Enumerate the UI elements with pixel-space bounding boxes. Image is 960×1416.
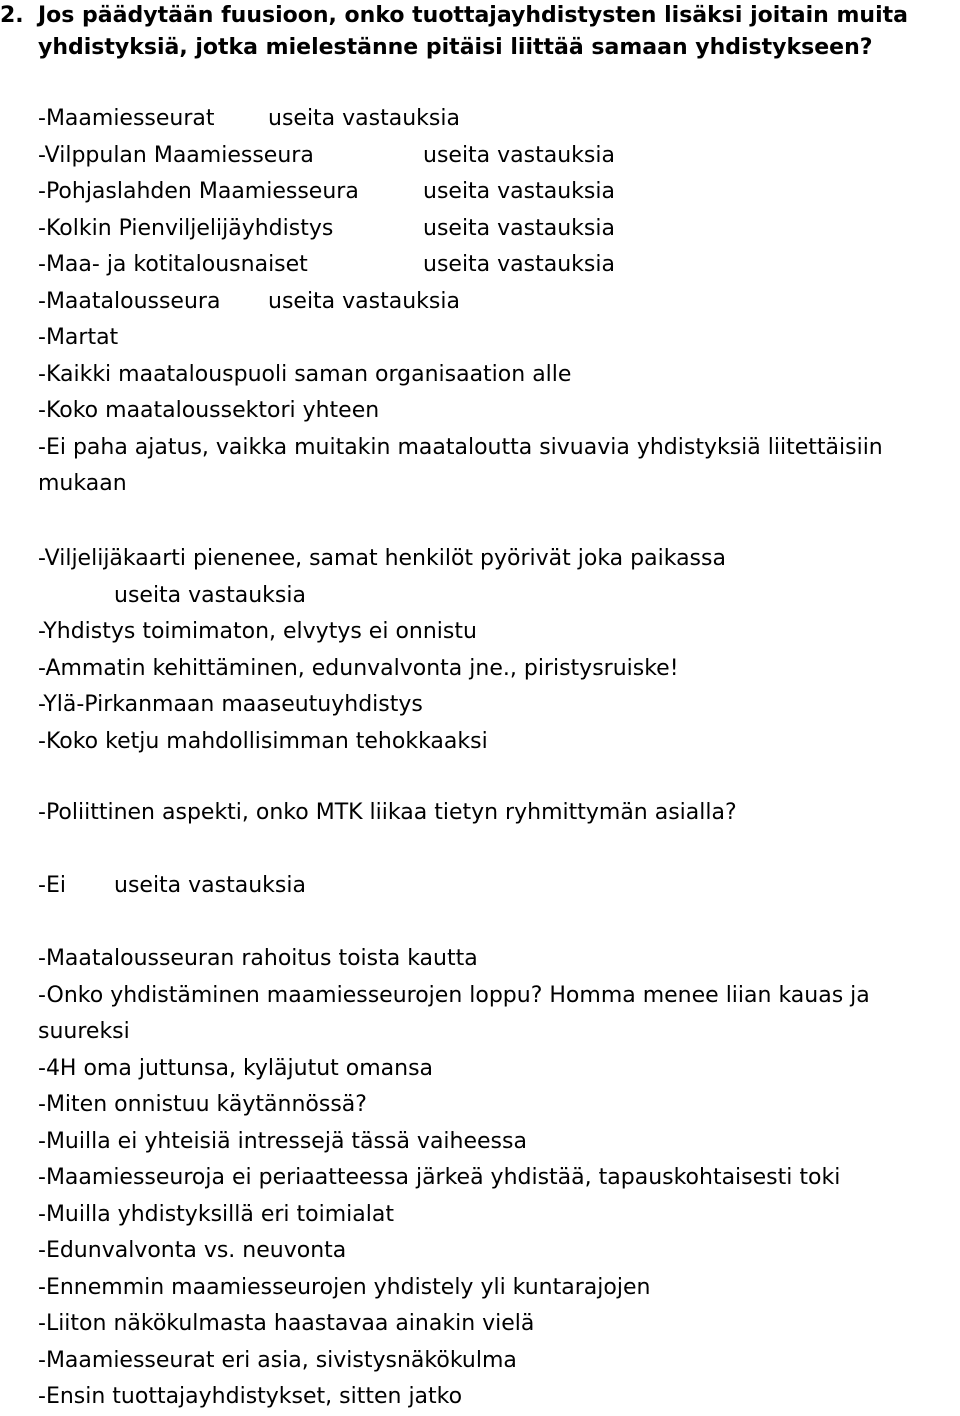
answer-line: -Ennemmin maamiesseurojen yhdistely yli kuntarajojen xyxy=(38,1274,651,1300)
answer-line: -Martat xyxy=(38,325,119,350)
answer-note: useita vastauksia xyxy=(423,215,615,241)
answer-note: useita vastauksia xyxy=(114,582,306,608)
answer-line: -4H oma juttunsa, kyläjutut omansa xyxy=(38,1055,434,1081)
answer-text: -Ei xyxy=(38,873,66,898)
answer-note: useita vastauksia xyxy=(268,106,460,131)
answer-text: -Vilppulan Maamiesseura xyxy=(38,142,314,168)
answer-line: -Muilla yhdistyksillä eri toimialat xyxy=(38,1201,394,1227)
answer-note: useita vastauksia xyxy=(114,873,306,898)
answers-block-a xyxy=(38,101,953,503)
answer-line: -Poliittinen aspekti, onko MTK liikaa tietyn ryhmittymän asialla? xyxy=(38,800,737,825)
answer-line: -Miten onnistuu käytännössä? xyxy=(38,1092,367,1117)
answer-text: -Kolkin Pienviljelijäyhdistys xyxy=(38,215,334,241)
answer-text: -Pohjaslahden Maamiesseura xyxy=(38,179,359,204)
answer-note: useita vastauksia xyxy=(268,288,460,314)
answer-text: -Maamiesseurat xyxy=(38,106,215,131)
answer-line: -Ei paha ajatus, vaikka muitakin maataloutta sivuavia yhdistyksiä liitettäisiin mukaan xyxy=(38,434,883,496)
answer-line: -Muilla ei yhteisiä intressejä tässä vaiheessa xyxy=(38,1128,527,1154)
answer-line: -Liiton näkökulmasta haastavaa ainakin vielä xyxy=(38,1311,535,1336)
answers-block-e xyxy=(38,941,953,1416)
answer-line: -Ensin tuottajayhdistykset, sitten jatko xyxy=(38,1384,463,1409)
answer-line: -Onko yhdistäminen maamiesseurojen loppu? Homma menee liian kauas ja suureksi xyxy=(38,982,870,1044)
answer-note: useita vastauksia xyxy=(423,179,615,204)
answer-line: -Yhdistys toimimaton, elvytys ei onnistu xyxy=(38,619,477,644)
answer-line xyxy=(38,101,953,138)
answer-note: useita vastauksia xyxy=(423,252,615,277)
answers-block-b xyxy=(38,541,953,760)
answer-line xyxy=(38,211,953,248)
question-number: 2. xyxy=(0,3,24,28)
answer-line: -Maatalousseuran rahoitus toista kautta xyxy=(38,946,478,971)
answer-text: -Maatalousseura xyxy=(38,288,221,314)
answer-line: -Ammatin kehittäminen, edunvalvonta jne., piristysruiske! xyxy=(38,655,679,681)
answer-line: -Koko maataloussektori yhteen xyxy=(38,398,380,423)
question-heading xyxy=(0,0,950,64)
answer-line: -Maamiesseuroja ei periaatteessa järkeä yhdistää, tapauskohtaisesti toki xyxy=(38,1165,841,1190)
answer-line: -Viljelijäkaarti pienenee, samat henkilöt pyörivät joka paikassa xyxy=(38,546,726,571)
answer-line: -Koko ketju mahdollisimman tehokkaaksi xyxy=(38,728,488,754)
question-line-2: yhdistyksiä, jotka mielestänne pitäisi liittää samaan yhdistykseen? xyxy=(38,35,873,60)
answer-text: -Maa- ja kotitalousnaiset xyxy=(38,252,308,277)
question-line-1: Jos päädytään fuusioon, onko tuottajayhdistysten lisäksi joitain muita xyxy=(38,3,908,28)
answer-line: -Maamiesseurat eri asia, sivistysnäkökulma xyxy=(38,1347,517,1373)
answer-line xyxy=(38,138,953,175)
answer-line: -Kaikki maatalouspuoli saman organisaation alle xyxy=(38,361,572,387)
answer-line xyxy=(38,284,953,321)
answer-line xyxy=(38,868,953,905)
answer-line: -Ylä-Pirkanmaan maaseutuyhdistys xyxy=(38,692,423,717)
answer-note: useita vastauksia xyxy=(423,142,615,168)
answer-line xyxy=(38,174,953,211)
answer-line xyxy=(38,247,953,284)
answer-line: -Edunvalvonta vs. neuvonta xyxy=(38,1238,347,1263)
